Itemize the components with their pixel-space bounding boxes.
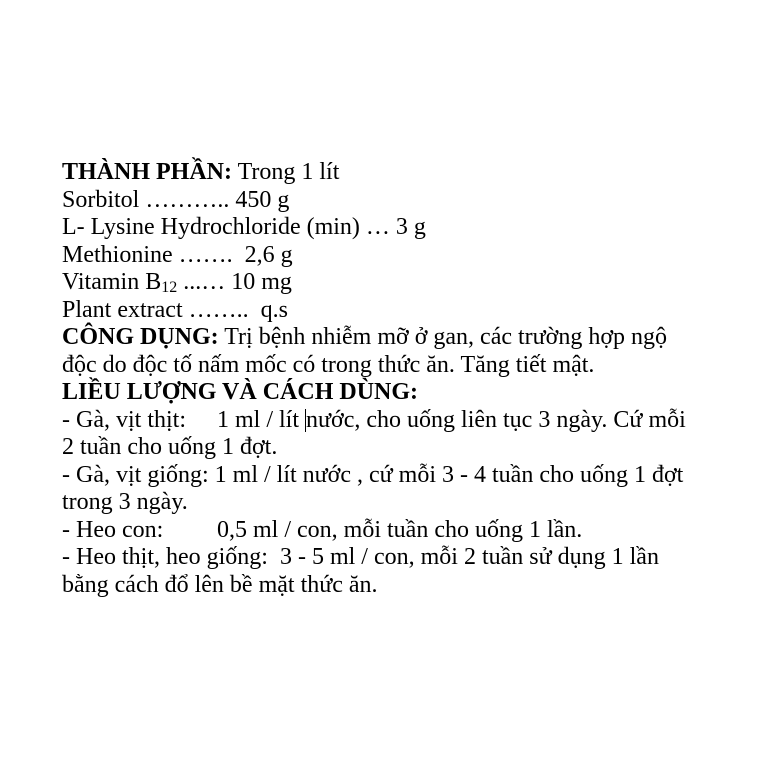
uses-text: Trị bệnh nhiễm mỡ ở gan, các trường hợp ngộ bbox=[218, 324, 668, 350]
ingredient-name: Vitamin B bbox=[62, 269, 162, 295]
uses-text: độc do độc tố nấm mốc có trong thức ăn. Tăng tiết mật. bbox=[62, 351, 595, 378]
ingredient-lysine bbox=[62, 214, 752, 242]
ingredient-plant-extract bbox=[62, 297, 752, 325]
dosage-text: bằng cách đổ lên bề mặt thức ăn. bbox=[62, 571, 378, 598]
dosage-text: 1 ml / lít bbox=[217, 406, 306, 433]
dosage-text: 3 - 5 ml / con, mỗi 2 tuần sử dụng 1 lần bbox=[267, 544, 659, 570]
ingredient-text: Plant extract …….. q.s bbox=[62, 296, 288, 323]
dosage-item-pig bbox=[62, 544, 752, 572]
dosage-item-breeder-poultry bbox=[62, 462, 752, 490]
ingredient-sorbitol bbox=[62, 187, 752, 215]
dosage-item-broiler-continuation bbox=[62, 434, 752, 462]
dosage-heading-line bbox=[62, 379, 752, 407]
composition-basis: Trong 1 lít bbox=[232, 159, 340, 185]
dosage-text: trong 3 ngày. bbox=[62, 489, 188, 515]
document-body bbox=[62, 159, 752, 599]
ingredient-amount: ...… 10 mg bbox=[177, 269, 292, 295]
ingredient-text: Sorbitol ……….. 450 g bbox=[62, 186, 290, 213]
uses-line-2 bbox=[62, 352, 752, 380]
ingredient-text: L- Lysine Hydrochloride (min) … 3 g bbox=[62, 214, 426, 240]
dosage-heading: LIỀU LƯỢNG VÀ CÁCH DÙNG: bbox=[62, 379, 419, 405]
ingredient-methionine bbox=[62, 242, 752, 270]
dosage-text: 0,5 ml / con, mỗi tuần cho uống 1 lần. bbox=[217, 516, 583, 543]
dosage-label: - Heo thịt, heo giống: bbox=[62, 544, 268, 570]
dosage-item-piglet bbox=[62, 517, 752, 545]
dosage-item-pig-continuation bbox=[62, 572, 752, 600]
composition-heading-line bbox=[62, 159, 752, 187]
dosage-label: - Gà, vịt giống: bbox=[62, 461, 209, 488]
ingredient-vitamin-b12 bbox=[62, 269, 752, 297]
dosage-text: 2 tuần cho uống 1 đợt. bbox=[62, 434, 278, 460]
dosage-label: - Heo con: bbox=[62, 516, 164, 543]
dosage-item-broiler bbox=[62, 407, 752, 435]
uses-heading: CÔNG DỤNG: bbox=[62, 324, 219, 350]
uses-line-1 bbox=[62, 324, 752, 352]
dosage-text: nước, cho uống liên tục 3 ngày. Cứ mỗi bbox=[306, 406, 686, 433]
ingredient-subscript: 12 bbox=[161, 279, 178, 296]
composition-heading: THÀNH PHẦN: bbox=[62, 159, 232, 185]
dosage-text: 1 ml / lít nước , cứ mỗi 3 - 4 tuần cho uống 1 đợt bbox=[208, 461, 684, 488]
dosage-label: - Gà, vịt thịt: bbox=[62, 406, 186, 433]
dosage-item-breeder-poultry-continuation bbox=[62, 489, 752, 517]
ingredient-text: Methionine ……. 2,6 g bbox=[62, 241, 293, 268]
